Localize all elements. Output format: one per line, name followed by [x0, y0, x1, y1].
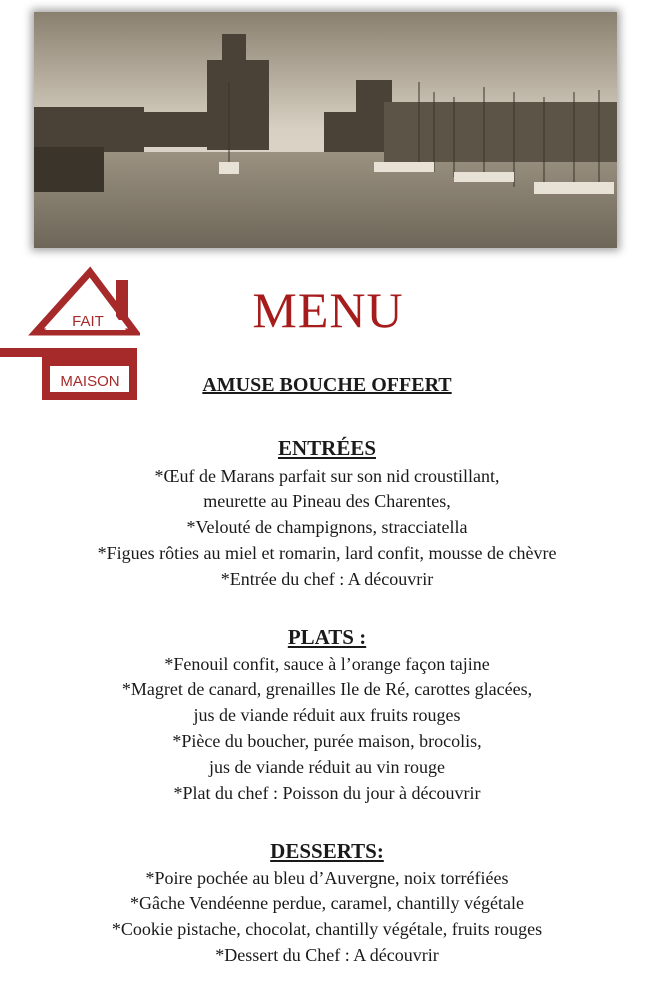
menu-item: jus de viande réduit au vin rouge — [209, 757, 445, 777]
menu-title: MENU — [252, 282, 404, 338]
amuse-bouche-heading: AMUSE BOUCHE OFFERT — [202, 374, 452, 396]
menu-item: meurette au Pineau des Charentes, — [203, 491, 451, 511]
menu-item: jus de viande réduit aux fruits rouges — [193, 705, 461, 725]
menu-item: *Velouté de champignons, stracciatella — [186, 517, 468, 537]
svg-text:FAIT: FAIT — [72, 313, 104, 330]
menu-item: *Cookie pistache, chocolat, chantilly végétale, fruits rouges — [111, 919, 543, 939]
harbour-photo — [34, 12, 617, 248]
menu-item: *Magret de canard, grenailles Ile de Ré, carottes glacées, — [121, 679, 533, 699]
menu-item: *Dessert du Chef : A découvrir — [215, 945, 439, 965]
menu-item: *Poire pochée au bleu d’Auvergne, noix torréfiées — [145, 868, 509, 888]
menu-item: *Fenouil confit, sauce à l’orange façon tajine — [164, 654, 490, 674]
menu-item: *Gâche Vendéenne perdue, caramel, chantilly végétale — [130, 893, 524, 913]
menu-item: *Œuf de Marans parfait sur son nid croustillant, — [154, 466, 500, 486]
menu-item: *Pièce du boucher, purée maison, brocolis, — [172, 731, 482, 751]
section-heading-plats: PLATS : — [287, 625, 367, 649]
menu-item: *Entrée du chef : A découvrir — [220, 569, 434, 589]
menu-item: *Figues rôties au miel et romarin, lard confit, mousse de chèvre — [97, 543, 557, 563]
section-heading-desserts: DESSERTS: — [270, 839, 384, 863]
menu-item: *Plat du chef : Poisson du jour à découvrir — [173, 783, 481, 803]
svg-text:MAISON: MAISON — [60, 373, 120, 390]
section-heading-entrees: ENTRÉES — [277, 436, 377, 460]
